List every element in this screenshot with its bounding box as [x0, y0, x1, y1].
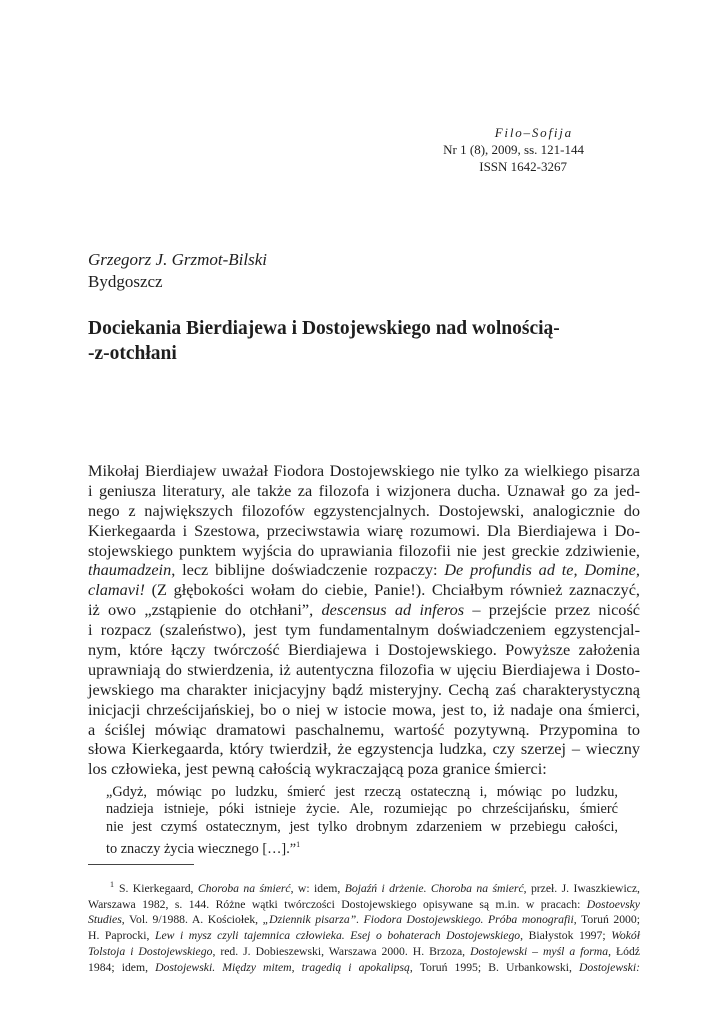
fn-seg: S. Kierkegaard,: [119, 881, 198, 895]
fn-seg: , przeł. J. Iwaszkiewicz,: [523, 881, 640, 895]
fn-seg-italic: Dostojewski. Między mitem, tragedią i apokalipsą: [155, 960, 410, 974]
body-line-4: Kierkegaarda i Szestowa, przeciwstawia wiarę rozumowi. Dla Bierdiajewa i Do-: [88, 520, 640, 540]
journal-header: [324, 124, 584, 175]
fn-seg-italic: Tolstoja i Dostojewskiego: [88, 945, 213, 959]
footnote: [88, 877, 640, 976]
fn-seg: 1984; idem,: [88, 960, 156, 974]
fn-seg: , Vol. 9/1988. A. Kościołek,: [121, 913, 263, 927]
journal-issn: ISSN 1642-3267: [479, 159, 567, 174]
fn-seg-italic: Lew i mysz czyli tajemnica człowieka. Esej o bohaterach Dostojewskiego: [154, 929, 521, 943]
quote-line-4: [106, 836, 618, 858]
fn-seg: Warszawa 1982, s. 144. Różne wątki twórczości Dostojewskiego opisywane są m.in. w pracach:: [88, 897, 587, 911]
fn-seg-italic: Dostojewski – myśl a forma: [470, 945, 609, 959]
footnote-line-3: [88, 912, 640, 928]
journal-issue: Nr 1 (8), 2009, ss. 121-144: [443, 142, 584, 157]
quote-footnote-ref[interactable]: 1: [296, 840, 301, 850]
fn-seg-italic: Wokół: [611, 929, 640, 943]
italic-phrase: descensus ad inferos: [321, 600, 465, 620]
footnote-number: 1: [110, 880, 114, 889]
footnote-line-4: [88, 928, 640, 944]
body-line-1: Mikołaj Bierdiajew uważał Fiodora Dostojewskiego nie tylko za wielkiego pisarza: [88, 461, 640, 480]
quote-line-3: nie jest czymś ostatecznym, jest tylko drobnym zdarzeniem w przebiegu całości,: [106, 818, 618, 835]
body-paragraph: [88, 461, 640, 779]
fn-seg: , Białystok 1997;: [520, 929, 612, 943]
body-line-6: thaumadzein, lecz biblijne doświadczenie rozpaczy: De profundis ad te, Domine,: [88, 560, 640, 580]
fn-seg-italic: Choroba na śmierć: [197, 881, 291, 895]
footnote-line-2: [88, 897, 640, 913]
fn-seg: , red. J. Dobieszewski, Warszawa 2000. H. Brzoza,: [212, 945, 471, 959]
journal-name: Filo–Sofija: [494, 125, 573, 140]
article-title: [88, 316, 640, 366]
block-quote: [106, 784, 618, 858]
fn-seg: , w: idem,: [290, 881, 345, 895]
quote-line-4-text: to znaczy życia wiecznego […].”: [106, 840, 297, 857]
italic-phrase: thaumadzein: [88, 560, 172, 580]
fn-seg: H. Paprocki,: [88, 929, 155, 943]
fn-seg-italic: Dostojewski:: [578, 960, 641, 974]
author-block: [88, 249, 267, 293]
fn-seg: , Łódź: [608, 945, 640, 959]
footnote-rule: [88, 864, 194, 865]
fn-seg-italic: Studies: [88, 913, 122, 927]
title-line-1: Dociekania Bierdiajewa i Dostojewskiego nad wolnością-: [88, 318, 560, 339]
body-line-8: iż owo „zstąpienie do otchłani”, descensus ad inferos – przejście przez nicość: [88, 600, 641, 620]
body-line-14: a ściślej mówiąc dramatowi paschalnemu, wartość pozytywną. Przypomina to: [88, 719, 640, 739]
quote-line-1: „Gdyż, mówiąc po ludzku, śmierć jest rzeczą ostateczną i, mówiąc po ludzku,: [106, 784, 618, 800]
body-line-16: los człowieka, jest pewną całością wykraczającą poza granice śmierci:: [88, 759, 547, 779]
fn-seg-italic: „Dziennik pisarza”. Fiodora Dostojewskiego. Próba monografii: [262, 913, 574, 927]
quote-line-2: nadzieja istnieje, póki istnieje życie. Ale, rozumiejąc po chrześcijańsku, śmierć: [106, 801, 618, 818]
body-line-13: inicjacji chrześcijańskiej, bo o niej w istocie mowa, jest to, iż nadaje ona śmierci,: [88, 699, 640, 719]
body-line-15: słowa Kierkegaarda, który twierdził, że egzystencja ludzka, czy szerzej – wieczny: [88, 739, 640, 759]
footnote-line-5: [88, 944, 640, 960]
footnote-line-6: [88, 960, 640, 976]
body-line-9: i rozpacz (szaleństwo), jest tym fundamentalnym doświadczeniem egzystencjal-: [88, 620, 640, 640]
fn-seg-italic: Dostoevsky: [586, 897, 640, 911]
body-line-3: nego z największych filozofów egzystencjalnych. Dostojewski, analogicznie do: [88, 500, 640, 520]
body-line-11: uprawniają do stwierdzenia, iż autentyczna filozofia w ujęciu Bierdiajewa i Dosto-: [88, 659, 640, 679]
footnote-line-1: [88, 877, 640, 897]
author-city: Bydgoszcz: [88, 272, 163, 291]
italic-phrase: clamavi!: [88, 580, 145, 600]
body-line-10: nym, które łączy twórczość Bierdiajewa i Dostojewskiego. Powyższe założenia: [88, 640, 640, 660]
title-line-2: -z-otchłani: [88, 343, 177, 364]
body-line-5: stojewskiego punktem wyjścia do uprawiania filozofii nie jest greckie zdziwienie,: [88, 540, 640, 560]
body-line-12: jewskiego ma charakter inicjacyjny bądź misteryjny. Cechą zaś charakterystyczną: [88, 679, 640, 699]
body-line-2: i geniusza literatury, ale także za filozofa i wizjonera ducha. Uznawał go za jed-: [88, 480, 640, 500]
author-name: Grzegorz J. Grzmot-Bilski: [88, 250, 267, 269]
body-line-7: clamavi! (Z głębokości wołam do ciebie, Panie!). Chciałbym również zaznaczyć,: [88, 580, 640, 600]
fn-seg: , Toruń 1995; B. Urbankowski,: [409, 960, 579, 974]
italic-phrase: De profundis ad te, Domine,: [444, 560, 640, 580]
fn-seg-italic: Bojaźń i drżenie. Choroba na śmierć: [344, 881, 524, 895]
fn-seg: , Toruń 2000;: [573, 913, 640, 927]
